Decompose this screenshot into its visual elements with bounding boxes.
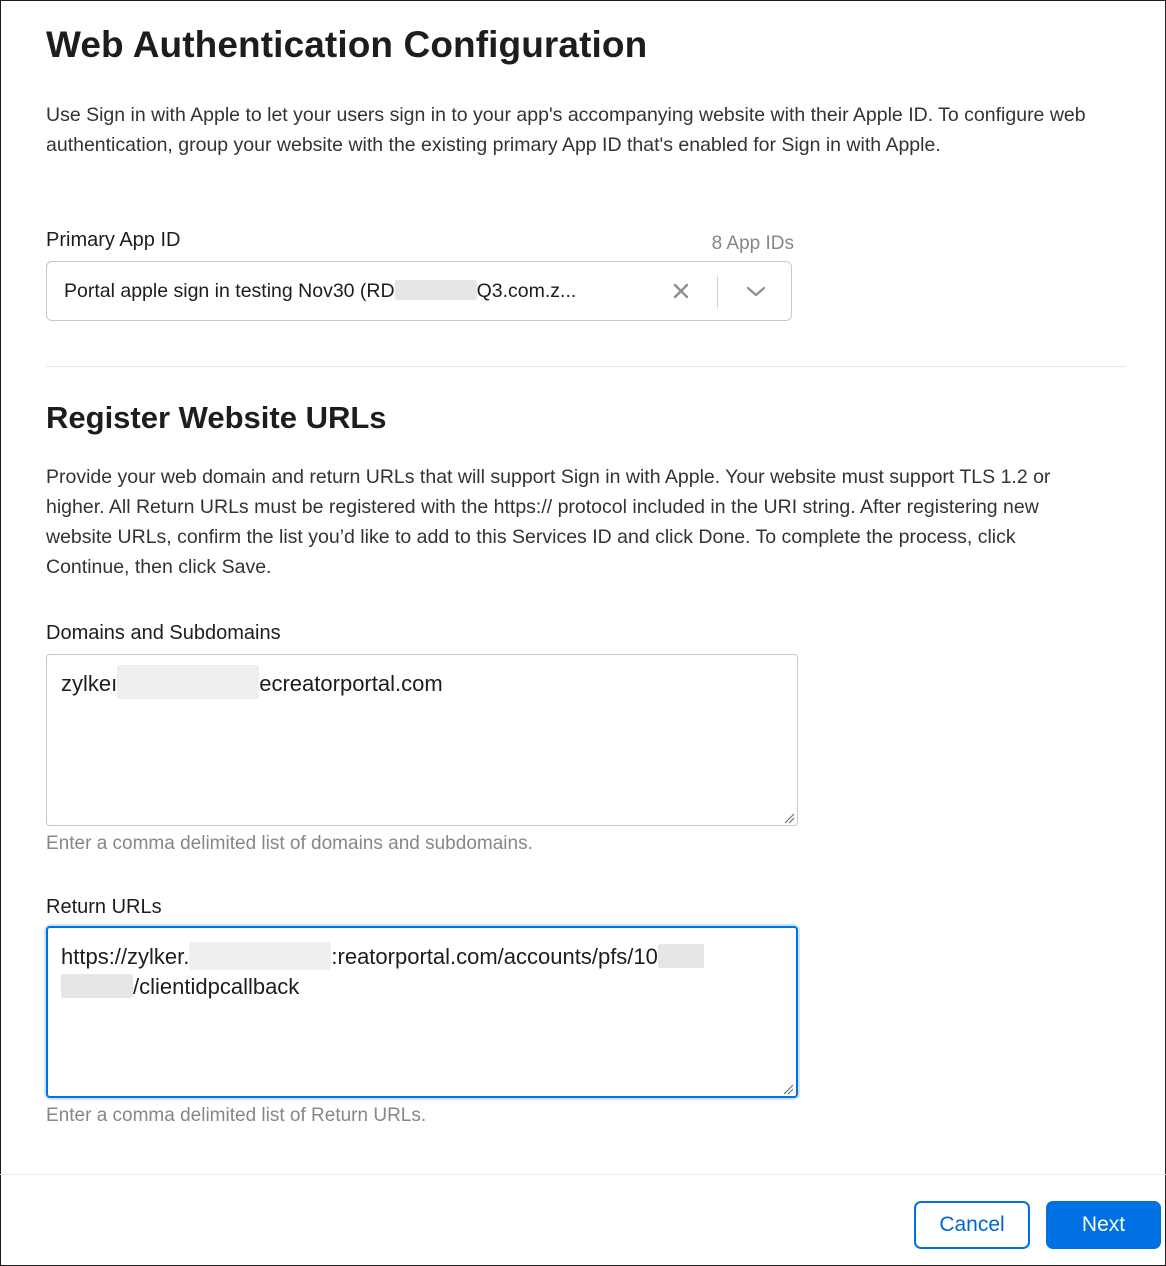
select-divider [717,276,718,308]
return-urls-value [61,942,781,1002]
return-urls-textarea[interactable] [46,926,798,1098]
cancel-button[interactable]: Cancel [914,1201,1030,1249]
register-description: Provide your web domain and return URLs that will support Sign in with Apple. Your website must support TLS 1.2 or higher. All Return URLs must be registered with the https:// protocol included in the URI string. After registering new website URLs, confirm the list you’d like to add to this Services ID and click Done. To complete the process, click Continue, then click Save. [46,466,1051,578]
footer-divider [0,1174,1166,1175]
resize-handle-icon[interactable] [783,811,795,823]
domains-textarea[interactable] [46,654,798,826]
redacted-block [117,665,259,699]
next-button[interactable]: Next [1046,1201,1161,1249]
primary-app-id-value-suffix: Q3.com.z... [476,280,577,302]
intro-text: Use Sign in with Apple to let your users sign in to your app's accompanying website with their Apple ID. To configure web authentication, group your website with the existing primary App ID that's enabled for Sign in with Apple. [46,104,1086,156]
redacted-block [658,944,704,968]
return-urls-hint: Enter a comma delimited list of Return URLs. [46,1105,427,1126]
domains-value-prefix: zylkeı [61,671,118,696]
primary-app-id-select[interactable] [46,261,792,321]
return-urls-value-prefix: https://zylker. [61,944,190,969]
chevron-down-icon[interactable] [740,276,772,306]
redacted-block [395,280,477,300]
primary-app-id-label: Primary App ID [46,229,181,251]
domains-value [61,669,781,699]
domains-hint: Enter a comma delimited list of domains and subdomains. [46,833,533,854]
primary-app-id-value-prefix: Portal apple sign in testing Nov30 (RD [64,280,395,302]
clear-icon[interactable] [667,276,695,306]
return-urls-label: Return URLs [46,896,162,918]
primary-app-id-value [64,280,576,303]
section-divider [46,366,1126,367]
page-title: Web Authentication Configuration [46,24,648,65]
redacted-block [189,942,331,970]
domains-label: Domains and Subdomains [46,622,281,644]
app-id-count: 8 App IDs [711,233,794,254]
domains-value-suffix: ecreatorportal.com [259,671,443,696]
return-urls-value-middle: :reatorportal.com/accounts/pfs/10 [331,944,658,969]
register-section-title: Register Website URLs [46,400,387,435]
return-urls-value-suffix: /clientidpcallback [133,974,300,999]
resize-handle-icon[interactable] [782,1082,794,1094]
redacted-block [61,974,133,998]
